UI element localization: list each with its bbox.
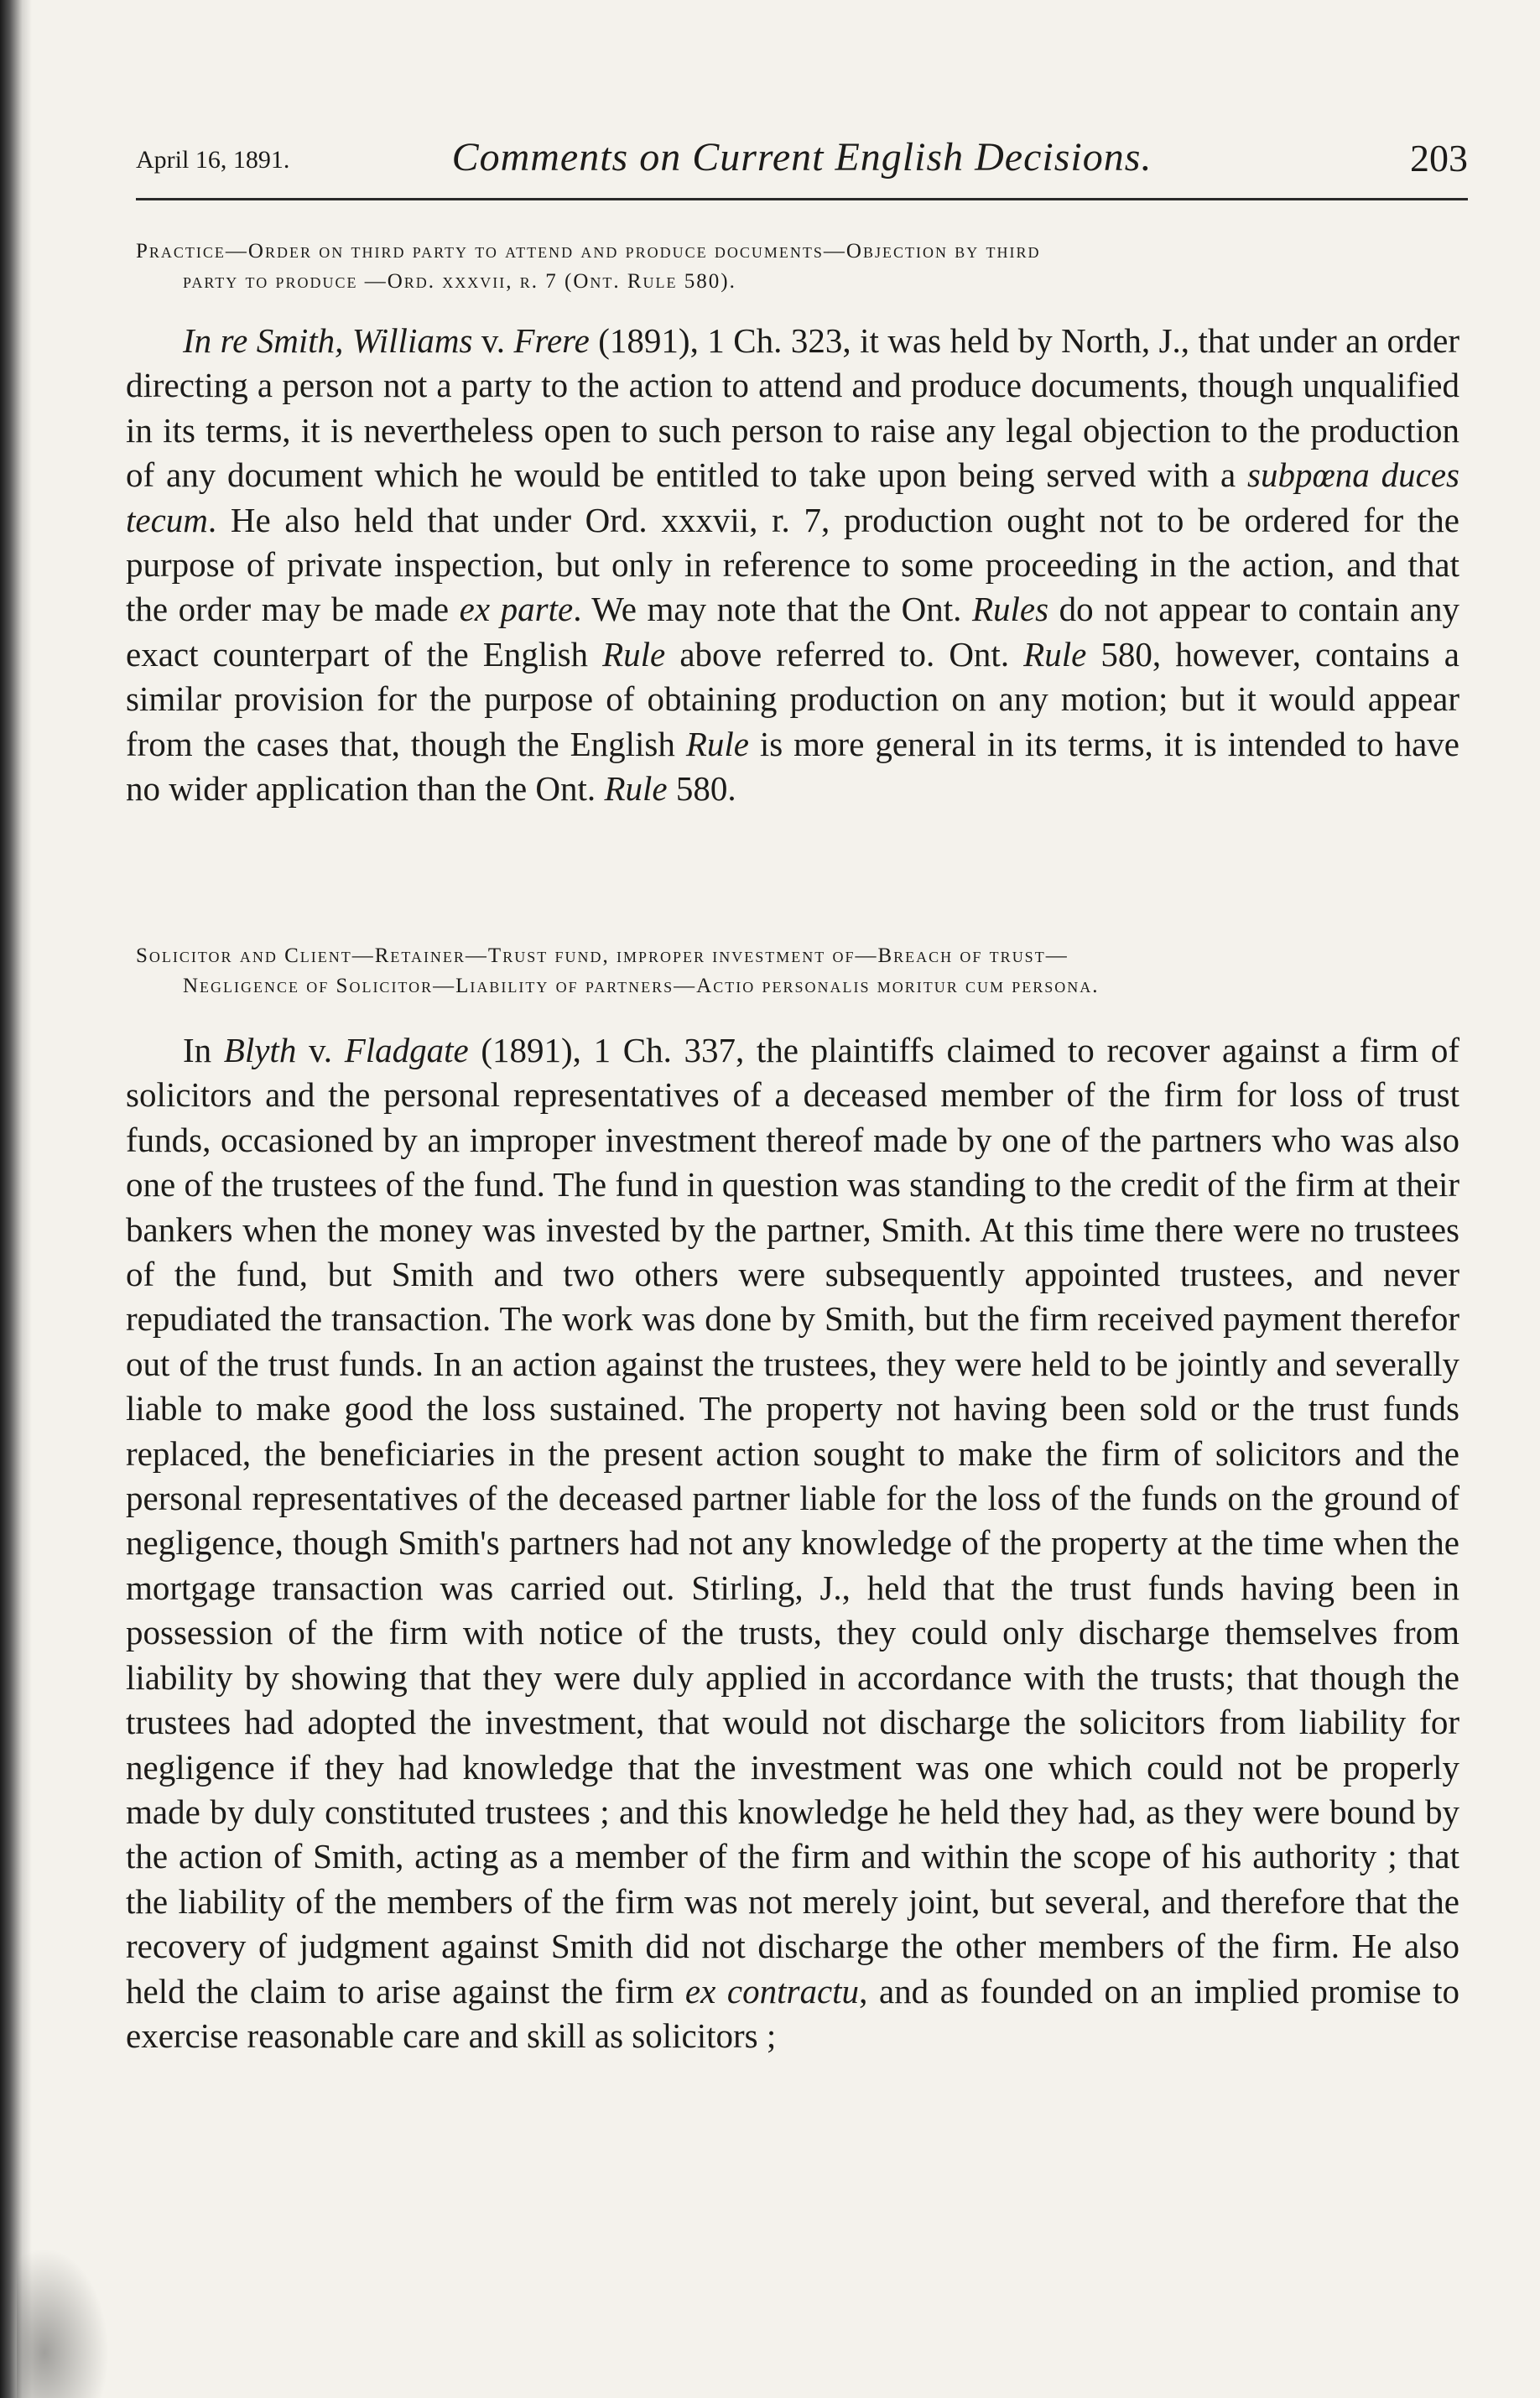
header-date: April 16, 1891. (136, 146, 290, 174)
caption-line: party to produce —Ord. xxxvii, r. 7 (Ont. Rule 580). (183, 270, 736, 293)
corner-smudge (17, 2248, 109, 2398)
caption-line: Negligence of Solicitor—Liability of partners—Actio personalis moritur cum persona. (183, 975, 1100, 997)
caption-line: Solicitor and Client—Retainer—Trust fund, improper investment of—Breach of trust— (136, 944, 1069, 967)
body-paragraph: In re Smith, Williams v. Frere (1891), 1 Ch. 323, it was held by North, J., that under an order directing a person not a party to the action to attend and produce documents, though unqualified in its terms, it is nevertheless open to such person to raise any legal objection to the production of any document which he would be entitled to take upon being served with a subpœna duces tecum. He also held that under Ord. xxxvii, r. 7, production ought not to be ordered for the purpose of private inspection, but only in reference to some proceeding in the action, and that the order may be made ex parte. We may note that the Ont. Rules do not appear to contain any exact counterpart of the English Rule above referred to. Ont. Rule 580, however, contains a similar provision for the purpose of obtaining production on any motion; but it would appear from the cases that, though the English Rule is more general in its terms, it is intended to have no wider application than the Ont. Rule 580. (126, 321, 1460, 809)
caption-line: Practice—Order on third party to attend and produce documents—Objection by third (136, 240, 1041, 263)
section-caption (136, 237, 1468, 297)
page-edge-shadow (0, 0, 32, 2398)
page-number: 203 (1410, 137, 1468, 179)
section-caption (136, 941, 1468, 1001)
header-rule (136, 198, 1468, 200)
body-paragraph: In Blyth v. Fladgate (1891), 1 Ch. 337, the plaintiffs claimed to recover against a firm of solicitors and the personal representatives of a deceased member of the firm for loss of trust funds, occasioned by an improper investment thereof made by one of the partners who was also one of the trustees of the fund. The fund in question was standing to the credit of the firm at their bankers when the money was invested by the partner, Smith. At this time there were no trustees of the fund, but Smith and two others were subsequently appointed trustees, and never repudiated the transaction. The work was done by Smith, but the firm received payment therefor out of the trust funds. In an action against the trustees, they were held to be jointly and severally liable to make good the loss sustained. The property not having been sold or the trust funds replaced, the beneficiaries in the present action sought to make the firm of solicitors and the personal representatives of the deceased partner liable for the loss of the funds on the ground of negligence, though Smith's partners had not any knowledge of the property at the time when the mortgage transaction was carried out. Stirling, J., held that the trust funds having been in possession of the firm with notice of the trusts, they could only discharge themselves from liability by showing that they were duly applied in accordance with the trusts; that though the trustees had adopted the investment, that would not discharge the solicitors from liability for negligence if they had knowledge that the investment was one which could not be properly made by duly constituted trustees ; and this knowledge he held they had, as they were bound by the action of Smith, acting as a member of the firm and within the scope of his authority ; that the liability of the members of the firm was not merely joint, but several, and therefore that the recovery of judgment against Smith did not discharge the other members of the firm. He also held the claim to arise against the firm ex contractu, and as founded on an implied promise to exercise reasonable care and skill as solicitors ; (126, 1031, 1459, 2055)
running-header (136, 127, 1468, 195)
header-title: Comments on Current English Decisions. (451, 135, 1152, 179)
